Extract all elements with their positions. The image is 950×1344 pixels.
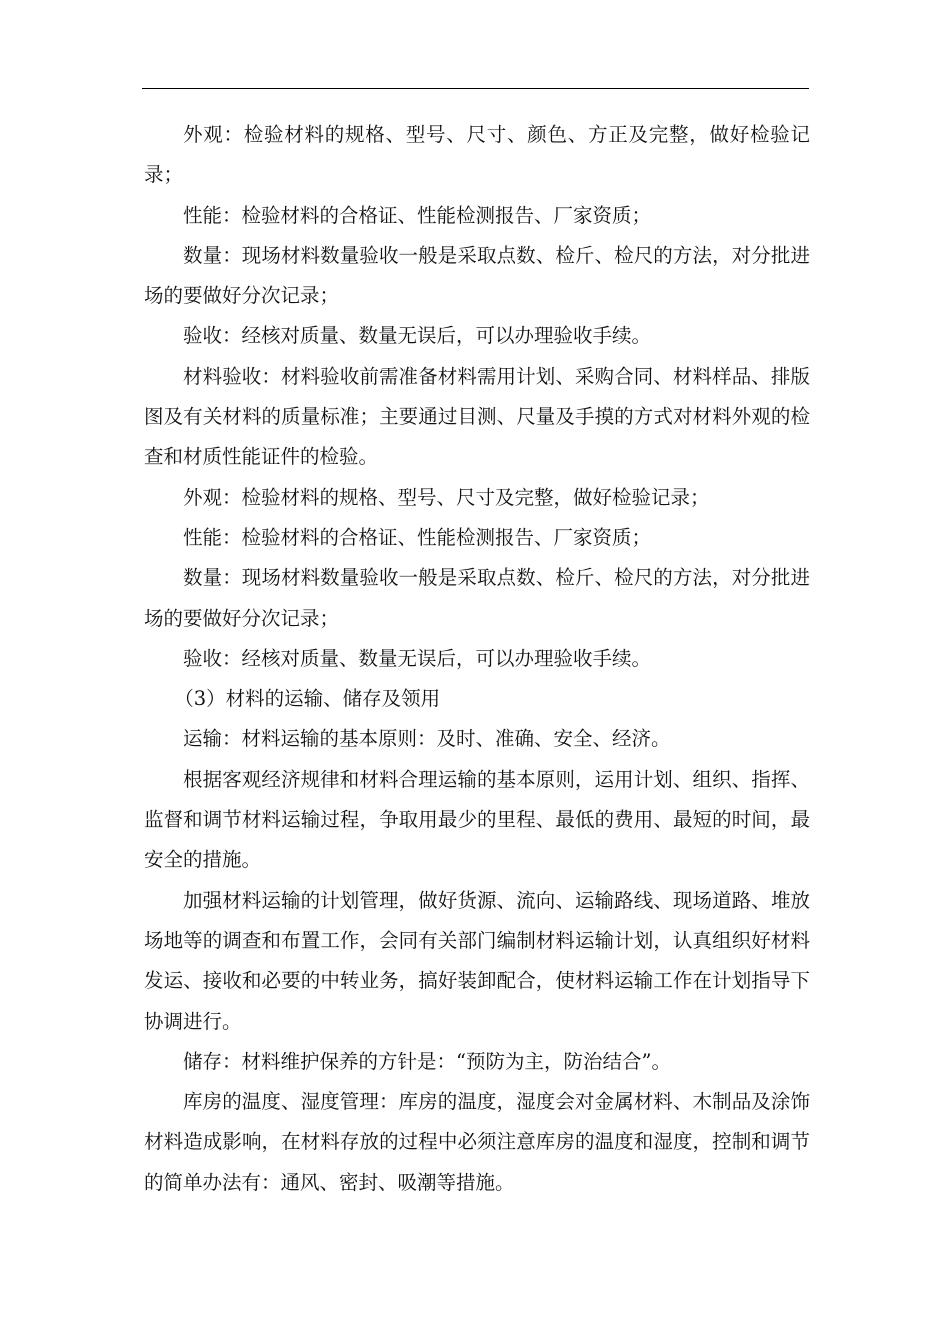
paragraph: 外观：检验材料的规格、型号、尺寸及完整，做好检验记录；	[183, 485, 710, 509]
header-rule	[142, 88, 809, 89]
paragraph: 运输：材料运输的基本原则：及时、准确、安全、经济。	[183, 727, 671, 751]
paragraph: 验收：经核对质量、数量无误后，可以办理验收手续。	[183, 324, 652, 348]
section-heading: （3）材料的运输、储存及领用	[174, 687, 441, 711]
paragraph: 验收：经核对质量、数量无误后，可以办理验收手续。	[183, 646, 652, 670]
paragraph: 性能：检验材料的合格证、性能检测报告、厂家资质；	[183, 525, 652, 549]
paragraph: 库房的温度、湿度管理：库房的温度，湿度会对金属材料、木制品及涂饰材料造成影响，在材料存放的过程中必须注意库房的温度和湿度，控制和调节的简单办法有：通风、密封、吸潮等措施。	[144, 1090, 810, 1194]
paragraph: 外观：检验材料的规格、型号、尺寸、颜色、方正及完整，做好检验记录；	[144, 123, 810, 187]
document-body	[144, 115, 810, 1203]
paragraph: 材料验收：材料验收前需准备材料需用计划、采购合同、材料样品、排版图及有关材料的质量标准；主要通过目测、尺量及手摸的方式对材料外观的检查和材质性能证件的检验。	[144, 364, 810, 469]
paragraph: 数量：现场材料数量验收一般是采取点数、检斤、检尺的方法，对分批进场的要做好分次记录；	[144, 243, 810, 308]
paragraph: 数量：现场材料数量验收一般是采取点数、检斤、检尺的方法，对分批进场的要做好分次记录；	[144, 566, 810, 630]
paragraph: 加强材料运输的计划管理，做好货源、流向、运输路线、现场道路、堆放场地等的调查和布置工作，会同有关部门编制材料运输计划，认真组织好材料发运、接收和必要的中转业务，搞好装卸配合，使材料运输工作在计划指导下协调进行。	[144, 888, 810, 1033]
paragraph: 性能：检验材料的合格证、性能检测报告、厂家资质；	[183, 203, 652, 227]
paragraph: 根据客观经济规律和材料合理运输的基本原则，运用计划、组织、指挥、监督和调节材料运输过程，争取用最少的里程、最低的费用、最短的时间，最安全的措施。	[144, 767, 810, 872]
paragraph: 储存：材料维护保养的方针是：“预防为主，防治结合”。	[183, 1049, 671, 1073]
